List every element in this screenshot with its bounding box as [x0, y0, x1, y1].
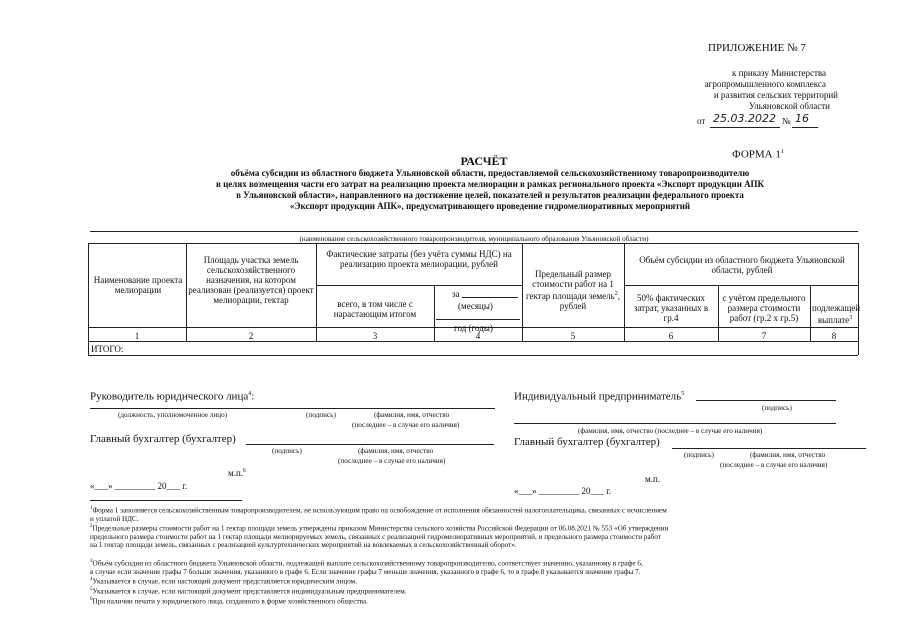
- number-underline: [792, 127, 818, 128]
- col-number: 1: [134, 331, 140, 341]
- document-title: РАСЧЁТ: [460, 154, 508, 168]
- entrepreneur-sign-line: [696, 400, 836, 401]
- ip-accountant-line: [672, 448, 866, 449]
- appendix-title: ПРИЛОЖЕНИЕ № 7: [708, 42, 806, 54]
- footnote-1-cont: и уплатой НДС.: [90, 514, 139, 523]
- document-subtitle: [20, 168, 905, 212]
- footnote-2-cont: предельного размера стоимости работ на 1 гектар площади мелиорируемых земель, связанных с реализацией гидромелиоративных мероприятий, и предельного размера стоимости работ: [90, 533, 661, 541]
- producer-caption: (наименование сельскохозяйственного товаропроизводителя, муниципального образования Ульяновской области): [299, 235, 649, 243]
- stamp-place-right: м.п.: [645, 474, 661, 484]
- col-header-costs: Фактические затраты (без учёта суммы НДС) на реализацию проекта мелиорации, рублей: [326, 249, 512, 269]
- footnote-5: $^5$Указывается в случае, если настоящий документ представляется индивидуальным предпринимателем.: [90, 586, 407, 596]
- col-header-payable: подлежащей выплате$^3$: [812, 303, 861, 325]
- col-number: 8: [831, 331, 837, 341]
- col-number: 5: [570, 331, 576, 341]
- subtitle-line: в целях возмещения части его затрат на реализацию проекта мелиорации в рамках регионального проекта «Экспорт продукции АПК: [216, 179, 764, 189]
- accountant-fio-caption: (фамилия, имя, отчество: [358, 447, 434, 455]
- order-line: и развития сельских территорий: [713, 90, 838, 100]
- footnote-3: $^3$Объём субсидии из областного бюджета Ульяновской области, подлежащей выплате сельскохозяйственному товаропроизводителю, соответствует значению, указанному в графе 6,: [90, 558, 643, 568]
- stamp-place-left: м.п.$^6$: [228, 468, 247, 478]
- handwritten-date: 25.03.2022: [713, 112, 776, 125]
- legal-head-line: [90, 408, 495, 409]
- entrepreneur-fio-line: [514, 423, 836, 424]
- ip-accountant-sign-caption: (подпись): [684, 451, 714, 459]
- ip-accountant-label: Главный бухгалтер (бухгалтер): [514, 436, 660, 448]
- accountant-line: [246, 444, 494, 445]
- footnote-separator: [90, 500, 242, 501]
- order-line: агропромышленного комплекса: [704, 79, 826, 89]
- ip-accountant-fio-note: (последнее – в случае его наличия): [720, 461, 828, 469]
- legal-head-label: Руководитель юридического лица$^4$:: [90, 390, 255, 403]
- col-number: 6: [668, 331, 674, 341]
- fio-caption-note: (последнее – в случае его наличия): [352, 421, 460, 429]
- position-caption: (должность, уполномоченное лицо): [118, 411, 228, 419]
- col-header-limit-calc: с учётом предельного размера стоимости работ (гр.2 x гр.5): [722, 293, 806, 323]
- col-header-half-costs: 50% фактических затрат, указанных в гр.4: [633, 293, 709, 323]
- footnote-1: $^1$Форма 1 заполняется сельскохозяйственным товаропроизводителем, не использующим право на освобождение от исполнения обязанностей налогоплательщика, связанных с исчислением: [90, 506, 667, 515]
- entrepreneur-fio-caption: (фамилия, имя, отчество (последнее – в случае его наличия): [578, 427, 763, 435]
- fio-caption: (фамилия, имя, отчество: [374, 411, 450, 419]
- footnote-2-cont: на 1 гектар площади земель, связанных с реализацией культуртехнических мероприятий на вовлекаемых в сельскохозяйственный оборот».: [90, 541, 517, 550]
- producer-line: [90, 231, 858, 232]
- col-header-area: Площадь участка земель сельскохозяйственного назначения, на котором реализован (реализуется) проект мелиорации, гектар: [188, 255, 314, 305]
- footnote-3-cont: в случае если значение графы 7 больше значения, указанного в графе 6. Если значение графы 7 меньше значения, указанного в графе 6, то в графе 8 указывается значение графы 7.: [90, 567, 641, 576]
- order-line: Ульяновской области: [748, 101, 830, 111]
- accountant-label: Главный бухгалтер (бухгалтер): [90, 433, 236, 445]
- col-header-project: Наименование проекта мелиорации: [93, 275, 183, 295]
- col-header-months: (месяцы): [458, 301, 493, 311]
- entrepreneur-label: Индивидуальный предприниматель$^5$: [514, 390, 685, 403]
- subsidy-table: [88, 243, 861, 356]
- col-header-period-za: за: [452, 289, 460, 299]
- date-placeholder-left: «___» _________ 20___ г.: [90, 481, 188, 491]
- footnote-4: $^4$Указывается в случае, если настоящий документ представляется юридическим лицом.: [90, 577, 358, 586]
- col-number: 4: [475, 331, 481, 341]
- ip-accountant-fio-caption: (фамилия, имя, отчество: [750, 451, 826, 459]
- signature-caption: (подпись): [306, 411, 336, 419]
- col-number: 2: [248, 331, 254, 341]
- date-placeholder-right: «___» _________ 20___ г.: [514, 486, 612, 496]
- footnotes: [90, 505, 875, 605]
- date-prefix: от: [697, 116, 706, 126]
- footnote-6: $^6$При наличии печати у юридического лица, созданного в форме хозяйственного общества.: [90, 596, 368, 605]
- number-prefix: №: [782, 116, 791, 126]
- col-number: 3: [372, 331, 378, 341]
- order-line: к приказу Министерства: [731, 68, 826, 78]
- date-underline: [710, 127, 780, 128]
- order-reference: [640, 68, 838, 112]
- total-label: ИТОГО:: [91, 344, 124, 354]
- subtitle-line: объёма субсидии из областного бюджета Ульяновской области, предоставляемой сельскохозяйственному товаропроизводителю: [230, 168, 750, 178]
- footnote-2: $^2$Предельные размеры стоимости работ на 1 гектар площади земель утверждены приказом Министерства сельского хозяйства Российской Федерации от 06.08.2021 № 553 «Об утверждении: [90, 524, 669, 533]
- col-header-limit: Предельный размер стоимости работ на 1 гектар площади земель$^2$, рублей: [525, 269, 621, 311]
- col-header-years: год (годы): [454, 323, 493, 333]
- col-header-total: всего, в том числе с нарастающим итогом: [333, 299, 417, 319]
- accountant-sign-caption: (подпись): [272, 447, 302, 455]
- accountant-fio-note: (последнее – в случае его наличия): [338, 457, 446, 465]
- subtitle-line: «Экспорт продукции АПК», предусматривающего проведение гидромелиоративных мероприятий: [289, 201, 691, 211]
- subtitle-line: в Ульяновской области», направленного на достижение целей, показателей и результатов реализации федерального проекта: [236, 190, 744, 200]
- form-label: ФОРМА $1^1$: [732, 148, 784, 161]
- entrepreneur-sign-caption: (подпись): [762, 404, 792, 412]
- handwritten-number: 16: [795, 112, 809, 125]
- col-header-subsidy: Объём субсидии из областного бюджета Ульяновской области, рублей: [639, 255, 845, 275]
- col-number: 7: [761, 331, 767, 341]
